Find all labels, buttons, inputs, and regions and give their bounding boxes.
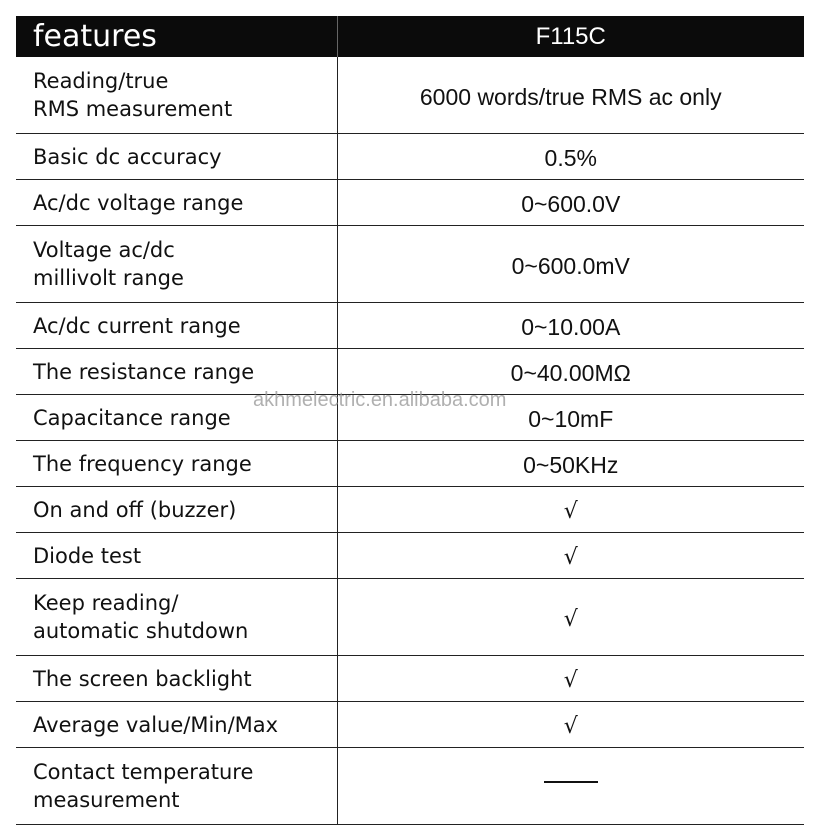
feature-label: Contact temperature measurement bbox=[33, 760, 254, 812]
feature-label: Capacitance range bbox=[33, 405, 231, 430]
checkmark-cell: √ bbox=[337, 656, 804, 702]
feature-cell bbox=[16, 533, 337, 579]
feature-cell bbox=[16, 487, 337, 533]
feature-label: The frequency range bbox=[33, 451, 252, 476]
feature-label: Reading/true RMS measurement bbox=[33, 69, 233, 121]
table-row bbox=[16, 533, 804, 579]
table-header-row bbox=[16, 16, 804, 57]
feature-cell bbox=[16, 180, 337, 226]
value-cell: 0~10mF bbox=[337, 395, 804, 441]
value-cell: 0.5% bbox=[337, 134, 804, 180]
feature-label: On and off (buzzer) bbox=[33, 497, 237, 522]
features-header: features bbox=[16, 16, 337, 57]
feature-label: Average value/Min/Max bbox=[33, 712, 279, 737]
table-row bbox=[16, 579, 804, 656]
feature-label: Keep reading/ automatic shutdown bbox=[33, 591, 249, 643]
table-row bbox=[16, 748, 804, 825]
value-cell: 0~50KHz bbox=[337, 441, 804, 487]
table-row bbox=[16, 487, 804, 533]
table-row bbox=[16, 57, 804, 134]
table-row bbox=[16, 134, 804, 180]
feature-label: Diode test bbox=[33, 543, 142, 568]
value-cell: 0~40.00MΩ bbox=[337, 349, 804, 395]
feature-cell bbox=[16, 57, 337, 134]
feature-label: The resistance range bbox=[33, 359, 255, 384]
table-row bbox=[16, 395, 804, 441]
feature-cell bbox=[16, 441, 337, 487]
feature-label: Voltage ac/dc millivolt range bbox=[33, 238, 184, 290]
table-row bbox=[16, 656, 804, 702]
feature-label: Ac/dc voltage range bbox=[33, 190, 244, 215]
value-cell: 0~600.0mV bbox=[337, 226, 804, 303]
value-cell: 0~10.00A bbox=[337, 303, 804, 349]
value-cell: 0~600.0V bbox=[337, 180, 804, 226]
value-cell: 6000 words/true RMS ac only bbox=[337, 57, 804, 134]
table-row bbox=[16, 349, 804, 395]
table-row bbox=[16, 303, 804, 349]
feature-label: The screen backlight bbox=[33, 666, 252, 691]
feature-cell bbox=[16, 395, 337, 441]
feature-cell bbox=[16, 656, 337, 702]
feature-cell bbox=[16, 226, 337, 303]
table-row bbox=[16, 702, 804, 748]
feature-label: Basic dc accuracy bbox=[33, 144, 222, 169]
table-row bbox=[16, 226, 804, 303]
dash-mark bbox=[544, 781, 598, 783]
feature-table bbox=[16, 16, 804, 825]
checkmark-cell: √ bbox=[337, 702, 804, 748]
feature-cell bbox=[16, 349, 337, 395]
checkmark-cell: √ bbox=[337, 487, 804, 533]
model-header: F115C bbox=[337, 16, 804, 57]
feature-cell bbox=[16, 748, 337, 825]
checkmark-cell: √ bbox=[337, 533, 804, 579]
checkmark-cell: √ bbox=[337, 579, 804, 656]
feature-cell bbox=[16, 134, 337, 180]
table-row bbox=[16, 441, 804, 487]
table-row bbox=[16, 180, 804, 226]
feature-label: Ac/dc current range bbox=[33, 313, 241, 338]
feature-cell bbox=[16, 303, 337, 349]
value-cell bbox=[337, 748, 804, 825]
watermark: akhmelectric.en.alibaba.com bbox=[253, 389, 507, 411]
feature-cell bbox=[16, 702, 337, 748]
feature-cell bbox=[16, 579, 337, 656]
